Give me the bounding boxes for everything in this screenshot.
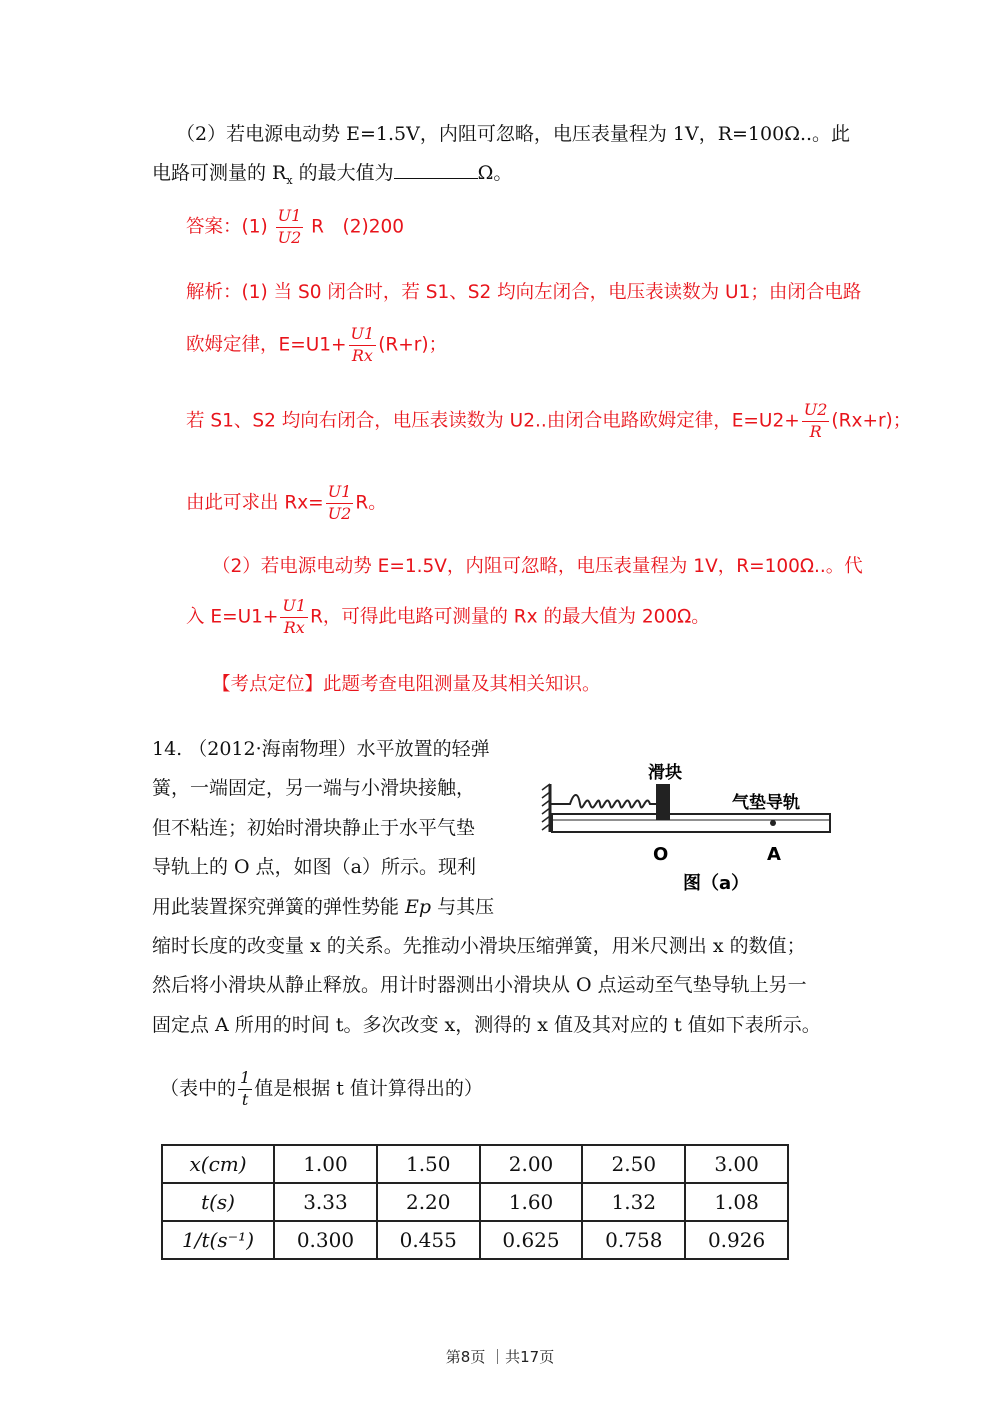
table-cell: 1.00: [274, 1145, 377, 1183]
data-table: [161, 1144, 789, 1260]
table-row: [162, 1221, 788, 1259]
q14-line6: 缩时长度的改变量 x 的关系。先推动小滑块压缩弹簧，用米尺测出 x 的数值；: [152, 935, 806, 957]
kaodian-line: 【考点定位】此题考查电阻测量及其相关知识。: [212, 674, 601, 695]
table-cell: 0.455: [377, 1221, 480, 1259]
table-cell: 1.60: [480, 1183, 583, 1221]
analysis-line2: 欧姆定律，E=U1+ $\frac{U1}{Rx}$ (R+r)；: [186, 324, 448, 365]
q14-line2: 簧，一端固定，另一端与小滑块接触，: [152, 777, 476, 799]
point-o-label: O: [653, 844, 669, 865]
q13-part2-line2: 电路可测量的 $R_x$ 的最大值为 Ω。: [152, 162, 513, 187]
figure-a: [540, 762, 840, 897]
table-cell: 3.00: [685, 1145, 788, 1183]
page-footer: 第8页 ｜共17页: [445, 1348, 555, 1366]
answer-line: 答案：(1) $\frac{U1}{U2}$ R (2)200: [186, 206, 405, 247]
answer-blank: [394, 164, 478, 179]
note-fraction: $\frac{1}{t}$: [240, 1068, 251, 1109]
analysis-line3: 若 S1、S2 均向右闭合，电压表读数为 U2..由闭合电路欧姆定律，E=U2+ $\frac{U2}{R}$ (Rx+r)；: [186, 400, 912, 441]
analysis-fraction-3: $\frac{U1}{U2}$: [327, 482, 352, 523]
rail-label: 气垫导轨: [732, 793, 800, 813]
table-cell: t(s): [162, 1183, 274, 1221]
point-a-label: A: [767, 844, 781, 865]
table-cell: 0.625: [480, 1221, 583, 1259]
table-cell: 2.50: [582, 1145, 685, 1183]
table-row: [162, 1145, 788, 1183]
q14-line1: 14. （2012·海南物理）水平放置的轻弹: [152, 738, 490, 760]
analysis-line5: （2）若电源电动势 E=1.5V，内阻可忽略，电压表量程为 1V，R=100Ω..。代: [212, 556, 863, 577]
slider-label: 滑块: [648, 763, 682, 783]
q14-line4: 导轨上的 O 点，如图（a）所示。现利: [152, 856, 476, 878]
analysis-line6: 入 E=U1+ $\frac{U1}{Rx}$ R，可得此电路可测量的 Rx 的最大值为 200Ω。: [186, 596, 710, 637]
q14-line3: 但不粘连；初始时滑块静止于水平气垫: [152, 817, 476, 839]
q14-line8: 固定点 A 所用的时间 t。多次改变 x，测得的 x 值及其对应的 t 值如下表所示。: [152, 1014, 821, 1036]
analysis-fraction-4: $\frac{U1}{Rx}$: [282, 596, 307, 637]
q14-note: （表中的 $\frac{1}{t}$ 值是根据 t 值计算得出的）: [160, 1068, 483, 1109]
air-track-diagram: [540, 762, 840, 897]
analysis-fraction-1: $\frac{U1}{Rx}$: [350, 324, 375, 365]
analysis-fraction-2: $\frac{U2}{R}$: [803, 400, 828, 441]
analysis-line4: 由此可求出 Rx= $\frac{U1}{U2}$ R。: [186, 482, 387, 523]
table-cell: 1.50: [377, 1145, 480, 1183]
table-cell: x(cm): [162, 1145, 274, 1183]
table-cell: 0.926: [685, 1221, 788, 1259]
q14-line5: 用此装置探究弹簧的弹性势能 Ep 与其压: [152, 896, 495, 918]
table-cell: 1/t(s⁻¹): [162, 1221, 274, 1259]
table-cell: 0.300: [274, 1221, 377, 1259]
q13-part2-line1: （2）若电源电动势 E=1.5V，内阻可忽略，电压表量程为 1V，R=100Ω..。此: [176, 123, 851, 145]
q14-line7: 然后将小滑块从静止释放。用计时器测出小滑块从 O 点运动至气垫导轨上另一: [152, 974, 807, 996]
figure-caption: 图（a）: [683, 873, 750, 894]
table-cell: 0.758: [582, 1221, 685, 1259]
table-row: [162, 1183, 788, 1221]
analysis-line1: 解析：(1) 当 S0 闭合时，若 S1、S2 均向左闭合，电压表读数为 U1；由闭合电路: [186, 282, 862, 303]
answer-fraction: $\frac{U1}{U2}$: [277, 206, 302, 247]
table-cell: 2.20: [377, 1183, 480, 1221]
table-cell: 2.00: [480, 1145, 583, 1183]
table-cell: 3.33: [274, 1183, 377, 1221]
table-cell: 1.08: [685, 1183, 788, 1221]
table-cell: 1.32: [582, 1183, 685, 1221]
